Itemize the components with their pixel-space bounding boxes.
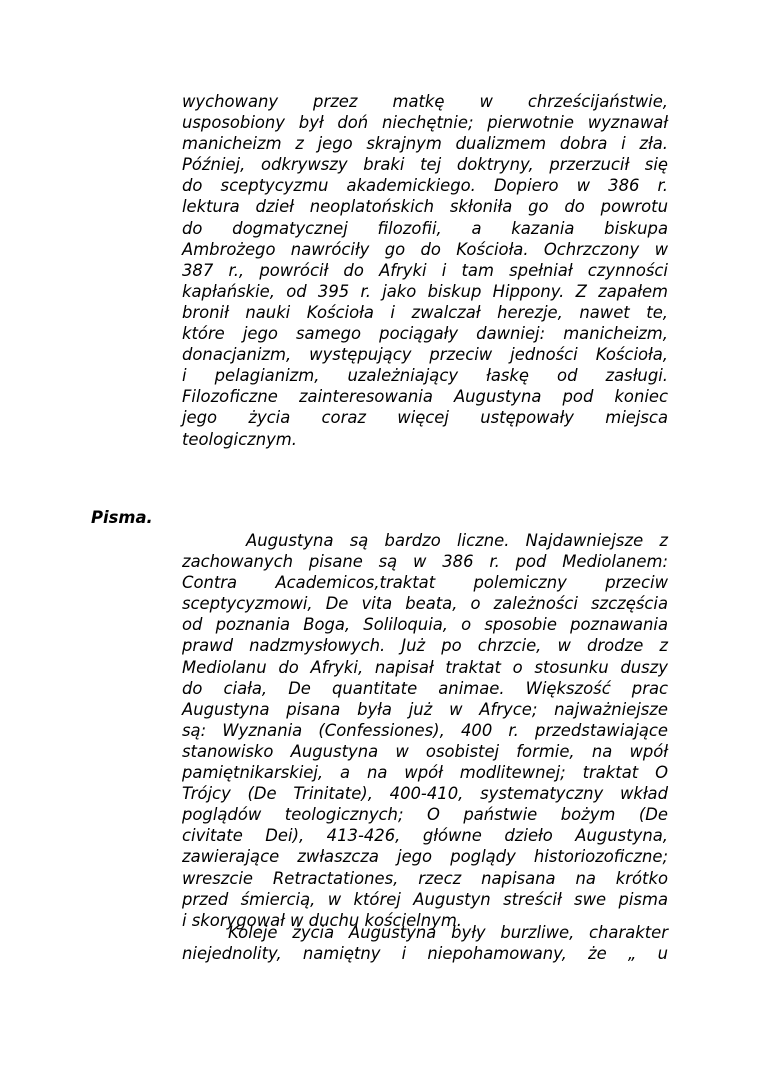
text-line: donacjanizm, występujący przeciw jedności Kościoła, (182, 345, 668, 365)
text-line: Augustyna są bardzo liczne. Najdawniejsze z (246, 531, 668, 550)
text-line: Augustyna pisana była już w Afryce; najważniejsze (182, 699, 668, 719)
text-line: prawd nadzmysłowych. Już po chrzcie, w drodze z (182, 636, 668, 656)
text-line: manicheizm z jego skrajnym dualizmem dobra i zła. (182, 134, 668, 154)
text-line: wreszcie Retractationes, rzecz napisana na krótko (182, 868, 668, 888)
text-line: lektura dzieł neoplatońskich skłoniła go do powrotu (182, 197, 668, 217)
text-line: Później, odkrywszy braki tej doktryny, przerzucił się (182, 155, 668, 175)
text-line: Ambrożego nawróciły go do Kościoła. Ochrzczony w (182, 239, 668, 259)
writings-paragraph (182, 530, 668, 931)
text-line: kapłańskie, od 395 r. jako biskup Hippony. Z zapałem (182, 281, 668, 301)
text-line: przed śmiercią, w której Augustyn streścił swe pisma (182, 889, 668, 909)
text-line: teologicznym. (182, 429, 297, 449)
biography-paragraph (182, 91, 668, 450)
text-line: stanowisko Augustyna w osobistej formie, na wpół (182, 741, 668, 761)
text-line: civitate Dei), 413-426, główne dzieło Augustyna, (182, 826, 668, 846)
text-line: które jego samego pociągały dawniej: manicheizm, (182, 324, 668, 344)
text-line: Filozoficzne zainteresowania Augustyna pod koniec (182, 387, 668, 407)
text-line: Trójcy (De Trinitate), 400-410, systematyczny wkład (182, 784, 668, 804)
text-line: do ciała, De quantitate animae. Większość prac (182, 678, 668, 698)
text-line: do dogmatycznej filozofii, a kazania biskupa (182, 218, 668, 238)
character-paragraph (182, 922, 668, 964)
text-line: Mediolanu do Afryki, napisał traktat o stosunku duszy (182, 657, 668, 677)
text-line: od poznania Boga, Soliloquia, o sposobie poznawania (182, 615, 668, 635)
text-line: do sceptycyzmu akademickiego. Dopiero w 386 r. (182, 176, 668, 196)
text-line: sceptycyzmowi, De vita beata, o zależności szczęścia (182, 594, 668, 614)
text-line: wychowany przez matkę w chrześcijaństwie, (182, 92, 668, 111)
text-line: Contra Academicos,traktat polemiczny przeciw (182, 573, 668, 593)
text-line: i pelagianizm, uzależniający łaskę od zasługi. (182, 366, 668, 386)
text-line: poglądów teologicznych; O państwie bożym (De (182, 805, 668, 825)
section-heading: Pisma. (91, 508, 153, 527)
text-line: zawierające zwłaszcza jego poglądy historiozoficzne; (182, 847, 668, 867)
text-line: niejednolity, namiętny i niepohamowany, że „ u (182, 944, 668, 964)
text-line: 387 r., powrócił do Afryki i tam spełniał czynności (182, 260, 668, 280)
text-line: bronił nauki Kościoła i zwalczał herezje, nawet te, (182, 302, 668, 322)
text-line: i skorygował w duchu kościelnym. (182, 910, 462, 930)
text-line: pamiętnikarskiej, a na wpół modlitewnej; traktat O (182, 763, 668, 783)
text-line: są: Wyznania (Confessiones), 400 r. przedstawiające (182, 720, 668, 740)
text-line: jego życia coraz więcej ustępowały miejsca (182, 408, 668, 428)
text-line: usposobiony był doń niechętnie; pierwotnie wyznawał (182, 113, 668, 133)
text-line: zachowanych pisane są w 386 r. pod Mediolanem: (182, 552, 668, 572)
text-line: Koleje życia Augustyna były burzliwe, charakter (228, 923, 668, 942)
